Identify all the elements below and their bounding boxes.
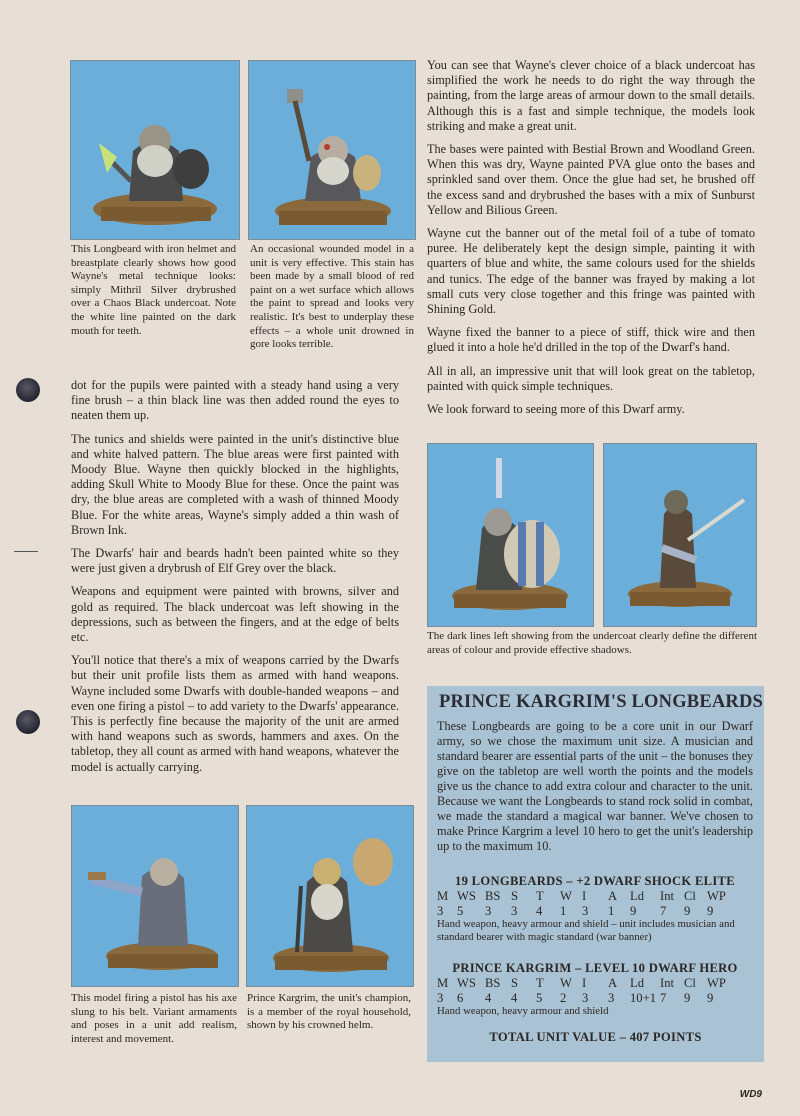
stat-value: 3 [437,903,444,918]
paragraph-all-in-all: All in all, an impressive unit that will look great on the tabletop, painted with quick simple techniques. [427,363,755,393]
stat-header: M [437,889,449,903]
stat-header: WP [707,889,726,903]
photo-shield-dwarf [427,443,594,627]
paragraph-banner: Wayne cut the banner out of the metal foil of a tube of tomato puree. He deliberately kept the design simple, painting it with quarters of blue and white, the same colours used for the shields and tunics. The edge of the banner was frayed by making a lot small cuts very close together and this fringe was painted with Shining Gold. [427,226,755,317]
paragraph-mix-of-weapons: You'll notice that there's a mix of weapons carried by the Dwarfs but their unit profile lists them as armed with hand weapons. Wayne included some Dwarfs with double-handed weapons – and even one firing a pistol – to add variety to the Dwarfs' appearance. This is perfectly fine because the majority of the unit are armed with hand weapons such as swords, hammers and axes. On the tabletop, they all count as armed with hand weapons, whatever the model is actually carrying. [71,653,399,774]
stat-header: Cl [684,976,696,990]
stat-header: I [582,976,587,990]
caption-photo-5: Prince Kargrim, the unit's champion, is a member of the royal household, shown by his crowned helm. [247,992,411,1032]
stat-value: 9 [707,903,714,918]
stat-value: 1 [560,903,567,918]
stat-header: A [608,889,618,903]
stat-header: BS [485,889,501,903]
paragraph-banner-wire: Wayne fixed the banner to a piece of stiff, thick wire and then glued it into a hole he'd drilled in the top of the Dwarf's hand. [427,325,755,355]
page-folio: WD9 [739,1089,762,1100]
profile-kargrim-equipment: Hand weapon, heavy armour and shield [437,1005,609,1017]
stat-header: T [536,889,544,903]
right-column-text [427,58,755,425]
stat-header: Int [660,976,674,990]
profile-longbeards-equipment: Hand weapon, heavy armour and shield – unit includes musician and standard bearer with magic standard (war banner) [437,918,735,943]
binder-hole-top [16,378,40,402]
stat-value: 9 [684,903,691,918]
stat-header: M [437,976,449,990]
profile-kargrim-headers [437,976,753,991]
margin-mark [14,551,38,552]
paragraph-black-undercoat: You can see that Wayne's clever choice of a black undercoat has simplified the work he needs to do right the way through the painting, from the large areas of armour down to the small details. Although this is a fast and simple technique, the models look striking and make a great unit. [427,58,755,133]
caption-photo-2: An occasional wounded model in a unit is very effective. This stain has been made by a small blood of red paint on a wet surface which allows the paint to spread and looks very realistic. It's best to underplay these effects – a whole unit drowned in gore looks terrible. [250,243,414,351]
stat-value: 3 [582,903,589,918]
stat-value: 9 [707,990,714,1005]
stat-value: 6 [457,990,464,1005]
stat-header: T [536,976,544,990]
stat-value: 9 [630,903,637,918]
stat-value: 3 [608,990,615,1005]
profile-kargrim-title: PRINCE KARGRIM – LEVEL 10 DWARF HERO [452,961,738,975]
left-column-text [71,378,399,783]
stat-header: W [560,976,572,990]
stat-header: S [511,976,519,990]
stat-value: 3 [485,903,492,918]
binder-hole-bottom [16,710,40,734]
paragraph-look-forward: We look forward to seeing more of this Dwarf army. [427,402,685,417]
stat-value: 10+1 [630,990,656,1005]
photo-prince-kargrim [246,805,414,987]
stat-header: WS [457,889,476,903]
box-title: PRINCE KARGRIM'S LONGBEARDS [439,692,764,712]
stat-value: 7 [660,990,667,1005]
stat-header: WP [707,976,726,990]
stat-value: 3 [511,903,518,918]
stat-value: 4 [485,990,492,1005]
stat-value: 9 [684,990,691,1005]
profile-longbeards-headers [437,889,753,904]
stat-header: W [560,889,572,903]
stat-value: 4 [511,990,518,1005]
stat-value: 7 [660,903,667,918]
photo-pistol-dwarf [71,805,239,987]
stat-header: Int [660,889,674,903]
photo-sword-dwarf [603,443,757,627]
profile-kargrim-values [437,991,753,1006]
stat-value: 3 [437,990,444,1005]
stat-value: 5 [457,903,464,918]
caption-photo-3: The dark lines left showing from the undercoat clearly define the different areas of colour and provide effective shadows. [427,630,757,656]
paragraph-bases: The bases were painted with Bestial Brown and Woodland Green. When this was dry, Wayne painted PVA glue onto the bases and sprinkled sand over them. Once the glue had set, he brushed off the excess sand and drybrushed the bases with a mix of Sunburst Yellow and Bilious Green. [427,142,755,217]
paragraph-hair-beards: The Dwarfs' hair and beards hadn't been painted white so they were just given a drybrush of Elf Grey over the black. [71,546,399,576]
paragraph-tunics-shields: The tunics and shields were painted in the unit's distinctive blue and white halved pattern. The blue areas were first painted with Moody Blue. Wayne then quickly blocked in the highlights, adding Skull White to Moody Blue for these. Once the paint was dry, the blue areas are completed with a wash of thinned Moody Blue. For the white areas, Wayne's simply added a thin wash of Brown Ink. [71,431,399,537]
total-unit-value: TOTAL UNIT VALUE – 407 POINTS [489,1030,702,1044]
box-intro: These Longbeards are going to be a core unit in our Dwarf army, so we chose the maximum unit size. A musician and standard bearer are essential parts of the unit – the bonuses they give on the tabletop are well worth the points and the models give us the chance to add extra colour and character to the unit. Because we want the Longbeards to stand rock solid in combat, we made the standard a magical war banner. We've chosen to make Prince Kargrim a level 10 hero to get the unit's leadership up to the maximum 10. [437,719,753,853]
stat-header: A [608,976,618,990]
stat-value: 3 [582,990,589,1005]
photo-wounded-dwarf [248,60,416,240]
stat-value: 2 [560,990,567,1005]
profile-prince-kargrim [437,961,753,1018]
caption-photo-1: This Longbeard with iron helmet and breastplate clearly shows how good Wayne's metal technique looks: simply Mithril Silver drybrushed over a Chaos Black undercoat. Note the white line painted on the dark mouth for teeth. [71,243,236,337]
paragraph-eyes: dot for the pupils were painted with a steady hand using a very fine brush – a thin black line was then added round the eyes to neaten them up. [71,378,399,423]
profile-longbeards-title: 19 LONGBEARDS – +2 DWARF SHOCK ELITE [455,874,735,888]
stat-header: BS [485,976,501,990]
stat-header: I [582,889,587,903]
photo-longbeard-iron-helmet [70,60,240,240]
stat-header: Ld [630,889,644,903]
stat-value: 5 [536,990,543,1005]
stat-header: Ld [630,976,644,990]
stat-header: S [511,889,519,903]
caption-photo-4: This model firing a pistol has his axe slung to his belt. Variant armaments and poses in a unit add realism, interest and movement. [71,992,237,1045]
paragraph-weapons-equipment: Weapons and equipment were painted with browns, silver and gold as required. The black undercoat was left showing in the depressions, such as between the fingers, and at the edge of belts etc. [71,584,399,645]
profile-longbeards-values [437,904,753,919]
stat-value: 4 [536,903,543,918]
profile-longbeards [437,874,753,944]
stat-header: WS [457,976,476,990]
unit-profile-box [427,686,764,1062]
stat-header: Cl [684,889,696,903]
stat-value: 1 [608,903,615,918]
